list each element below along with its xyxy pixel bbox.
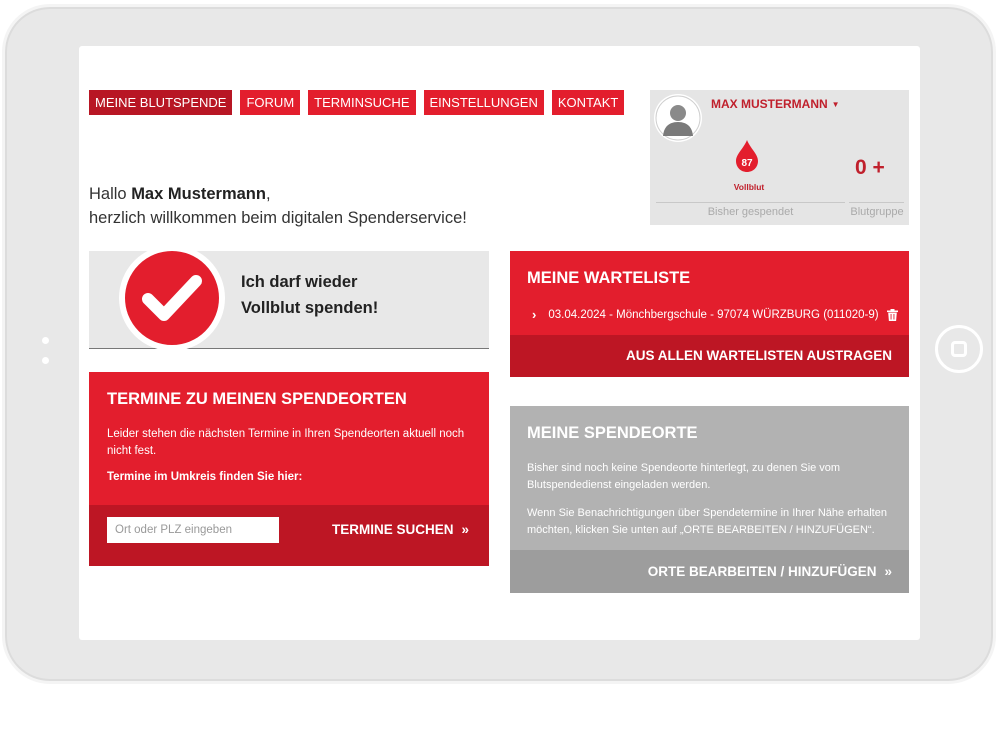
status-line2: Vollblut spenden!	[241, 299, 379, 317]
home-square-icon	[951, 341, 967, 357]
screen	[79, 46, 920, 640]
double-chevron-right-icon: »	[461, 522, 469, 537]
chevron-right-icon: ›	[532, 307, 537, 322]
location-search-input[interactable]	[107, 517, 279, 543]
status-circle	[119, 245, 225, 351]
blood-group: 0 +	[855, 156, 885, 179]
avatar-icon	[654, 94, 702, 142]
status-card	[89, 251, 489, 349]
austragen-button[interactable]: AUS ALLEN WARTELISTEN AUSTRAGEN	[626, 348, 892, 363]
spendeorte-card	[510, 406, 909, 593]
profile-name-dropdown[interactable]	[711, 97, 840, 111]
termine-title: TERMINE ZU MEINEN SPENDEORTEN	[107, 390, 407, 408]
status-line1: Ich darf wieder	[241, 273, 358, 291]
main-nav	[89, 90, 624, 115]
camera-dot	[42, 337, 49, 344]
list-item[interactable]	[532, 307, 898, 322]
greeting-name: Max Mustermann	[131, 185, 266, 203]
profile-box	[650, 90, 909, 225]
nav-item-forum[interactable]: FORUM	[240, 90, 300, 115]
spendeorte-footer	[510, 550, 909, 593]
status-text	[241, 269, 378, 321]
greeting	[89, 182, 467, 230]
warteliste-entry-text: 03.04.2024 - Mönchbergschule - 97074 WÜRZBURG (011020-9)	[548, 308, 879, 321]
divider	[849, 202, 904, 203]
nav-item-meine-blutspende[interactable]: MEINE BLUTSPENDE	[89, 90, 232, 115]
termine-footer	[89, 505, 489, 566]
checkmark-icon	[142, 273, 202, 323]
double-chevron-right-icon: »	[884, 564, 892, 579]
trash-icon[interactable]	[887, 309, 898, 321]
termine-suchen-button[interactable]	[332, 522, 469, 537]
orte-bearbeiten-button[interactable]	[648, 564, 892, 579]
termine-card	[89, 372, 489, 566]
home-button[interactable]	[935, 325, 983, 373]
divider	[656, 202, 845, 203]
greeting-hello: Hallo	[89, 185, 132, 203]
greeting-line1	[89, 182, 467, 206]
donation-count: 87	[741, 158, 753, 169]
profile-name: MAX MUSTERMANN	[711, 97, 828, 111]
orte-bearbeiten-label: ORTE BEARBEITEN / HINZUFÜGEN	[647, 564, 877, 579]
warteliste-card	[510, 251, 909, 377]
spendeorte-text2: Wenn Sie Benachrichtigungen über Spendetermine in Ihrer Nähe erhalten möchten, klicken Sie unten auf „ORTE BEARBEITEN / HINZUFÜGEN“.	[527, 507, 887, 536]
donation-type: Vollblut	[733, 182, 765, 192]
termine-text: Leider stehen die nächsten Termine in Ihren Spendeorten aktuell noch nicht fest.	[107, 428, 465, 457]
nav-item-einstellungen[interactable]: EINSTELLUNGEN	[424, 90, 544, 115]
termine-suchen-label: TERMINE SUCHEN	[331, 522, 454, 537]
termine-subtitle: Termine im Umkreis finden Sie hier:	[107, 471, 303, 483]
avatar[interactable]	[654, 94, 702, 142]
sensor-dot	[42, 357, 49, 364]
warteliste-footer	[510, 335, 909, 377]
greeting-welcome: herzlich willkommen beim digitalen Spenderservice!	[89, 209, 467, 227]
greeting-comma: ,	[265, 185, 271, 203]
label-blood-group: Blutgruppe	[850, 206, 904, 218]
warteliste-title: MEINE WARTELISTE	[527, 269, 691, 287]
label-donated: Bisher gespendet	[707, 206, 794, 218]
nav-item-kontakt[interactable]: KONTAKT	[552, 90, 624, 115]
caret-down-icon: ▼	[831, 100, 840, 110]
spendeorte-text1: Bisher sind noch keine Spendeorte hinterlegt, zu denen Sie vom Blutspendedienst eingeladen werden.	[527, 462, 841, 491]
nav-item-terminsuche[interactable]: TERMINSUCHE	[308, 90, 415, 115]
spendeorte-title: MEINE SPENDEORTE	[527, 424, 698, 442]
